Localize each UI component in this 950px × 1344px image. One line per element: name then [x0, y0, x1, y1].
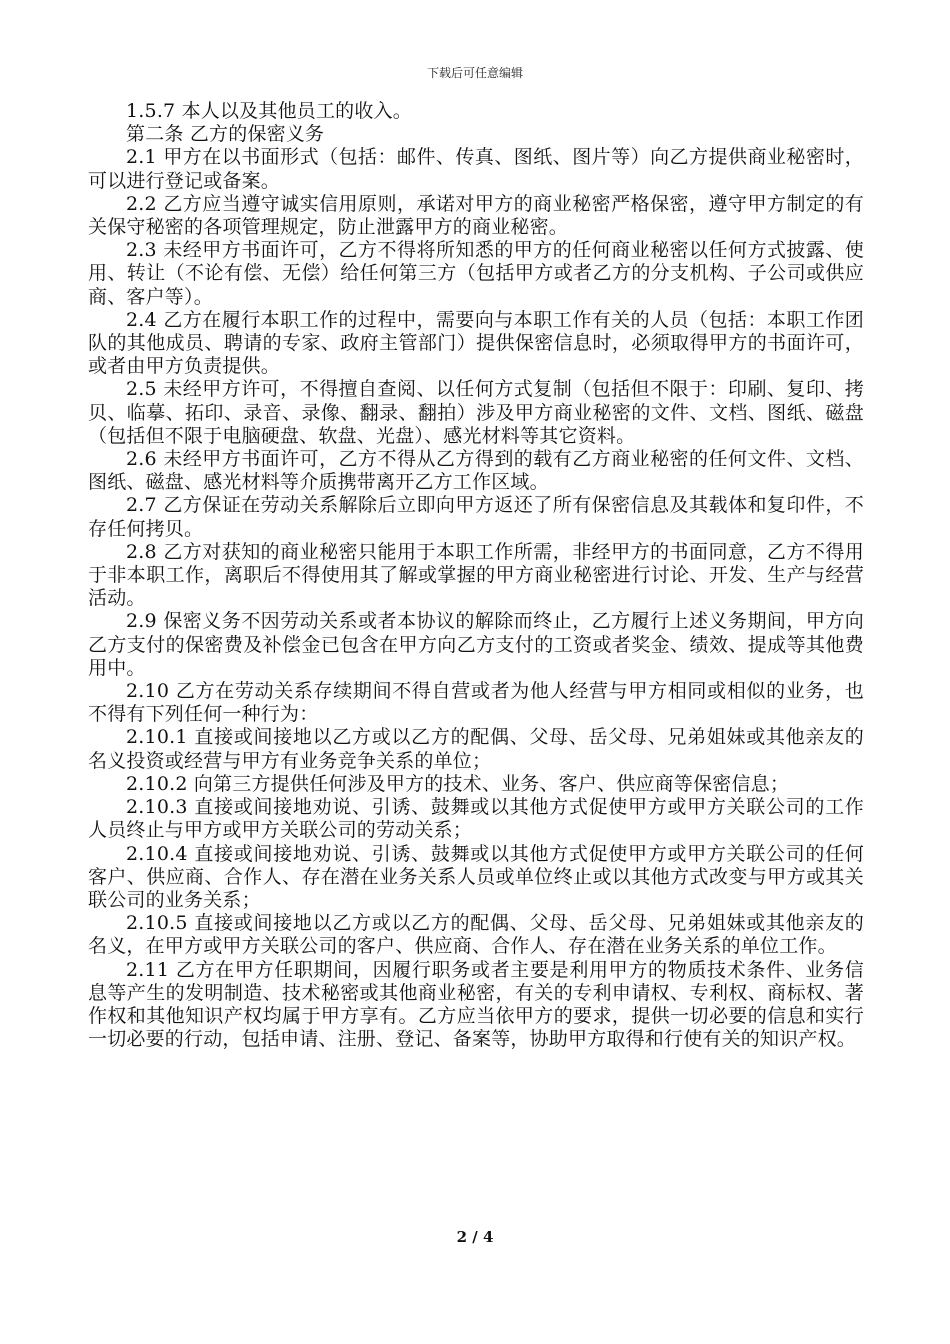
page-header: 下载后可任意编辑	[426, 66, 523, 80]
clause-2-3: 2.3 未经甲方书面许可，乙方不得将所知悉的甲方的任何商业秘密以任何方式披露、使用、转让（不论有偿、无偿）给任何第三方（包括甲方或者乙方的分支机构、子公司或供应商、客户等）。	[88, 239, 864, 308]
clause-2-7: 2.7 乙方保证在劳动关系解除后立即向甲方返还了所有保密信息及其载体和复印件，不存任何拷贝。	[88, 494, 864, 540]
clause-2-4: 2.4 乙方在履行本职工作的过程中，需要向与本职工作有关的人员（包括：本职工作团队的其他成员、聘请的专家、政府主管部门）提供保密信息时，必须取得甲方的书面许可，或者由甲方负责提供。	[88, 308, 864, 378]
clause-2-5: 2.5 未经甲方许可，不得擅自查阅、以任何方式复制（包括但不限于：印刷、复印、拷贝、临摹、拓印、录音、录像、翻录、翻拍）涉及甲方商业秘密的文件、文档、图纸、磁盘（包括但不限于电脑硬盘、软盘、光盘）、感光材料等其它资料。	[88, 378, 864, 447]
document-body	[88, 100, 864, 1051]
clause-2-10-4: 2.10.4 直接或间接地劝说、引诱、鼓舞或以其他方式促使甲方或甲方关联公司的任何客户、供应商、合作人、存在潜在业务关系人员或单位终止或以其他方式改变与甲方或其关联公司的业务关系；	[88, 842, 864, 911]
clause-2-10-2: 2.10.2 向第三方提供任何涉及甲方的技术、业务、客户、供应商等保密信息；	[126, 772, 790, 795]
clause-2-8: 2.8 乙方对获知的商业秘密只能用于本职工作所需，非经甲方的书面同意，乙方不得用于非本职工作，离职后不得使用其了解或掌握的甲方商业秘密进行讨论、开发、生产与经营活动。	[88, 540, 864, 610]
clause-2-11: 2.11 乙方在甲方任职期间，因履行职务或者主要是利用甲方的物质技术条件、业务信息等产生的发明制造、技术秘密或其他商业秘密，有关的专利申请权、专利权、商标权、著作权和其他知识产权均属于甲方享有。乙方应当依甲方的要求，提供一切必要的信息和实行一切必要的行动，包括申请、注册、登记、备案等，协助甲方取得和行使有关的知识产权。	[88, 958, 864, 1051]
article-2-heading: 第二条 乙方的保密义务	[126, 123, 325, 146]
clause-2-10-3: 2.10.3 直接或间接地劝说、引诱、鼓舞或以其他方式促使甲方或甲方关联公司的工作人员终止与甲方或甲方关联公司的劳动关系；	[88, 796, 864, 842]
clause-2-10: 2.10 乙方在劳动关系存续期间不得自营或者为他人经营与甲方相同或相似的业务，也不得有下列任何一种行为：	[88, 680, 864, 726]
clause-2-9: 2.9 保密义务不因劳动关系或者本协议的解除而终止，乙方履行上述义务期间，甲方向乙方支付的保密费及补偿金已包含在甲方向乙方支付的工资或者奖金、绩效、提成等其他费用中。	[88, 610, 864, 679]
page-number: 2 / 4	[456, 1228, 494, 1246]
clause-2-2: 2.2 乙方应当遵守诚实信用原则，承诺对甲方的商业秘密严格保密，遵守甲方制定的有关保守秘密的各项管理规定，防止泄露甲方的商业秘密。	[88, 192, 864, 239]
clause-2-10-1: 2.10.1 直接或间接地以乙方或以乙方的配偶、父母、岳父母、兄弟姐妹或其他亲友的名义投资或经营与甲方有业务竞争关系的单位；	[88, 726, 864, 772]
clause-2-10-5: 2.10.5 直接或间接地以乙方或以乙方的配偶、父母、岳父母、兄弟姐妹或其他亲友的名义，在甲方或甲方关联公司的客户、供应商、合作人、存在潜在业务关系的单位工作。	[88, 912, 864, 958]
clause-1-5-7: 1.5.7 本人以及其他员工的收入。	[126, 100, 412, 122]
clause-2-6: 2.6 未经甲方书面许可，乙方不得从乙方得到的载有乙方商业秘密的任何文件、文档、图纸、磁盘、感光材料等介质携带离开乙方工作区域。	[88, 448, 864, 494]
clause-2-1: 2.1 甲方在以书面形式（包括：邮件、传真、图纸、图片等）向乙方提供商业秘密时，可以进行登记或备案。	[88, 146, 864, 192]
